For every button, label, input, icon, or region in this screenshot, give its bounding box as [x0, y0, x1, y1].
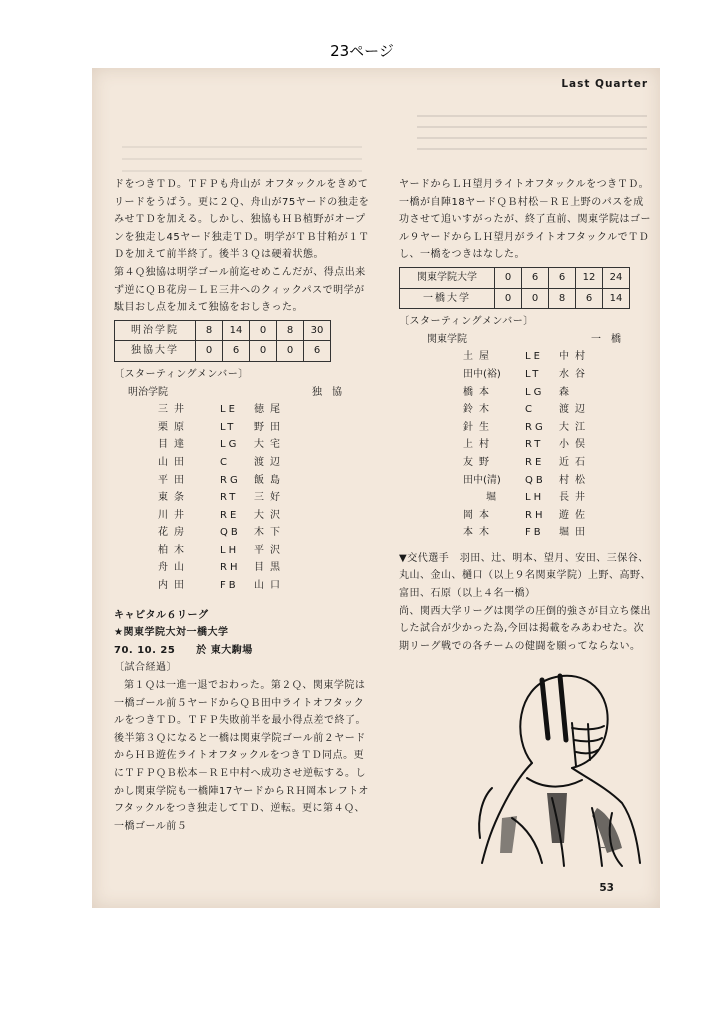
- match-heading: ★関東学院大対一橋大学: [114, 627, 229, 639]
- position: RG: [220, 474, 241, 486]
- position: QB: [220, 527, 241, 539]
- player-b: 山口: [254, 580, 286, 592]
- player-a: 友野: [463, 456, 495, 468]
- player-a: 三井: [158, 404, 190, 416]
- position: QB: [525, 474, 546, 486]
- team-b-name: 一 橋: [591, 333, 621, 345]
- quarter-score: 6: [549, 267, 576, 288]
- position: C: [525, 404, 535, 416]
- position: C: [220, 456, 230, 468]
- player-a: 栗原: [158, 421, 190, 433]
- quarter-score: 6: [522, 267, 549, 288]
- right-paragraph-1: ヤードからＬＨ望月ライトオフタックルをつきＴＤ。一橋が自陣18ヤードＱＢ村松－ＲＥ上野のパスを成功させて追いすがったが、終了直前、関東学院はゴール９ヤードからＬＨ望月がライトオフタックルでＴＤし、一橋をつきはなした。: [399, 179, 651, 261]
- score-row: [115, 320, 331, 341]
- page-number: 53: [599, 882, 614, 894]
- team-a-name: 明治学院: [128, 386, 168, 398]
- position: RG: [525, 421, 546, 433]
- members-title: 〔スターティングメンバー〕: [399, 316, 534, 328]
- player-b: 渡辺: [254, 456, 286, 468]
- roster-row: [399, 419, 651, 437]
- player-b: 目黒: [254, 562, 286, 574]
- roster-row: [399, 348, 651, 366]
- roster-row: [114, 454, 370, 472]
- roster-row: [399, 384, 651, 402]
- members-title: 〔スターティングメンバー〕: [114, 368, 249, 380]
- player-b: 中村: [559, 351, 591, 363]
- roster-row: [114, 559, 370, 577]
- position: LH: [220, 544, 240, 556]
- player-a: 柏木: [158, 544, 190, 556]
- right-column: [399, 176, 651, 655]
- roster-row: [114, 507, 370, 525]
- player-b: 長井: [559, 492, 591, 504]
- player-a: 川井: [158, 509, 190, 521]
- player-a: 岡本: [463, 509, 495, 521]
- quarter-score: 6: [223, 341, 250, 362]
- roster-row: [114, 401, 370, 419]
- player-a: 鈴木: [463, 404, 495, 416]
- position: RT: [220, 492, 239, 504]
- bleed-through-right: [417, 106, 647, 164]
- player-b: 渡辺: [559, 404, 591, 416]
- quarter-score: 0: [495, 288, 522, 309]
- roster-row: [114, 472, 370, 490]
- position: FB: [525, 527, 544, 539]
- total-score: 6: [304, 341, 331, 362]
- player-a: 橋本: [463, 386, 495, 398]
- score-row: [115, 341, 331, 362]
- player-b: 大江: [559, 421, 591, 433]
- position: LT: [220, 421, 237, 433]
- league-heading: キャピタル６リーグ: [114, 609, 209, 621]
- position: RE: [525, 456, 545, 468]
- quarter-score: 0: [277, 341, 304, 362]
- player-b: 平沢: [254, 544, 286, 556]
- position: RE: [220, 509, 240, 521]
- player-a: 土屋: [463, 351, 495, 363]
- progress-title: 〔試合経過〕: [114, 662, 177, 674]
- player-b: 木下: [254, 527, 286, 539]
- player-a: 本木: [463, 527, 495, 539]
- player-a: 平田: [158, 474, 190, 486]
- score-row: [400, 267, 630, 288]
- quarter-score: 8: [549, 288, 576, 309]
- bleed-through-left: [122, 136, 362, 176]
- scanned-page: [92, 68, 660, 908]
- team-name: 独協大学: [115, 341, 196, 362]
- roster-row: [399, 489, 651, 507]
- player-b: 飯島: [254, 474, 286, 486]
- player-b: 大沢: [254, 509, 286, 521]
- roster-row: [399, 366, 651, 384]
- player-b: 近石: [559, 456, 591, 468]
- roster-row: [399, 401, 651, 419]
- quarter-score: 8: [196, 320, 223, 341]
- roster-row: [114, 524, 370, 542]
- team-b-name: 独 協: [312, 386, 342, 398]
- player-a: 上村: [463, 439, 495, 451]
- position: LG: [220, 439, 240, 451]
- player-a: 東条: [158, 492, 190, 504]
- team-a-name: 関東学院: [427, 333, 467, 345]
- roster-row: [114, 489, 370, 507]
- player-b: 野田: [254, 421, 286, 433]
- player-a: 針生: [463, 421, 495, 433]
- position: LT: [525, 368, 542, 380]
- player-b: 森: [559, 386, 575, 398]
- total-score: 14: [603, 288, 630, 309]
- roster-left: [114, 401, 370, 595]
- player-a: 田中(裕): [463, 368, 501, 380]
- roster-right: [399, 348, 651, 542]
- score-table-kanto-hitotsubashi: [399, 267, 630, 309]
- quarter-score: 0: [196, 341, 223, 362]
- player-a: 舟山: [158, 562, 190, 574]
- quarter-score: 6: [576, 288, 603, 309]
- player-a: 山田: [158, 456, 190, 468]
- left-paragraph-2: 第４Ｑ独協は明学ゴール前迄せめこんだが、得点出来ず逆にＱＢ花房－ＬＥ三井へのクィックパスで明学が駄目おし点を加えて独協をおしきった。: [114, 266, 366, 314]
- position: LE: [220, 404, 238, 416]
- position: RT: [525, 439, 544, 451]
- player-a: 田中(清): [463, 474, 501, 486]
- player-b: 三好: [254, 492, 286, 504]
- roster-row: [114, 542, 370, 560]
- members-header: [399, 331, 651, 349]
- roster-row: [399, 524, 651, 542]
- position: LG: [525, 386, 545, 398]
- player-b: 遊佐: [559, 509, 591, 521]
- player-b: 大宅: [254, 439, 286, 451]
- substitutes-note: ▼交代選手 羽田、辻、明本、望月、安田、三保谷、丸山、金山、樋口（以上９名関東学院）上野、高野、富田、石原（以上４名一橋）: [399, 552, 651, 600]
- position: LH: [525, 492, 545, 504]
- roster-row: [114, 436, 370, 454]
- score-table-meiji-dokkyo: [114, 320, 331, 362]
- team-name: 明治学院: [115, 320, 196, 341]
- team-name: 一橋大学: [400, 288, 495, 309]
- quarter-score: 0: [522, 288, 549, 309]
- position: LE: [525, 351, 543, 363]
- quarter-score: 14: [223, 320, 250, 341]
- player-a: 内田: [158, 580, 190, 592]
- running-header: Last Quarter: [561, 78, 648, 90]
- player-b: 堀田: [559, 527, 591, 539]
- left-paragraph-3: 第１Ｑは一進一退でおわった。第２Ｑ、関東学院は一橋ゴール前５ヤードからＱＢ田中ライトオフタックルをつきＴＤ。ＴＦＰ失敗前半を最小得点差で終了。後半第３Ｑになると一橋は関東学院ゴール前２ヤードからＨＢ遊佐ライトオフタックルをつきＴＤ同点。更にＴＦＰＱＢ松本－ＲＥ中村へ成功させ逆転する。しかし関東学院も一橋陣17ヤードからＲＨ岡本レフトオフタックルをつき独走してＴＤ、逆転。更に第４Ｑ、一橋ゴール前５: [114, 680, 369, 832]
- player-b: 水谷: [559, 368, 591, 380]
- player-b: 小俣: [559, 439, 591, 451]
- match-date: 70. 10. 25 於 東大駒場: [114, 644, 253, 656]
- left-column: [114, 176, 370, 835]
- position: RH: [220, 562, 241, 574]
- left-paragraph-1: ドをつきＴＤ。ＴＦＰも舟山が オフタックルをきめてリードをうばう。更に２Ｑ、舟山が75ヤードの独走をみせＴＤを加える。しかし、独協もＨＢ植野がオープンを独走し45ヤード独走ＴＤ。明学がＴＢ甘粕が１ＴＤを加えて前半終了。後半３Ｑは硬着状態。: [114, 179, 370, 261]
- player-a: 堀: [486, 492, 502, 504]
- page-caption: 23ページ: [330, 42, 394, 60]
- members-header: [114, 384, 370, 402]
- total-score: 24: [603, 267, 630, 288]
- player-b: 徳尾: [254, 404, 286, 416]
- roster-row: [399, 454, 651, 472]
- quarter-score: 0: [495, 267, 522, 288]
- total-score: 30: [304, 320, 331, 341]
- roster-row: [399, 436, 651, 454]
- player-a: 目達: [158, 439, 190, 451]
- quarter-score: 0: [250, 320, 277, 341]
- team-name: 関東学院大学: [400, 267, 495, 288]
- quarter-score: 12: [576, 267, 603, 288]
- right-paragraph-3: 尚、関西大学リーグは関学の圧倒的強さが目立ち傑出した試合が少かった為,今回は掲載をみあわせた。次期リーグ戦での各チームの健闘を願ってならない。: [399, 605, 651, 652]
- roster-row: [399, 507, 651, 525]
- roster-row: [114, 577, 370, 595]
- player-b: 村松: [559, 474, 591, 486]
- position: FB: [220, 580, 239, 592]
- quarter-score: 0: [250, 341, 277, 362]
- football-player-illustration: [472, 668, 642, 868]
- roster-row: [114, 419, 370, 437]
- roster-row: [399, 472, 651, 490]
- quarter-score: 8: [277, 320, 304, 341]
- score-row: [400, 288, 630, 309]
- svg-text:~: ~: [600, 844, 606, 852]
- position: RH: [525, 509, 546, 521]
- player-a: 花房: [158, 527, 190, 539]
